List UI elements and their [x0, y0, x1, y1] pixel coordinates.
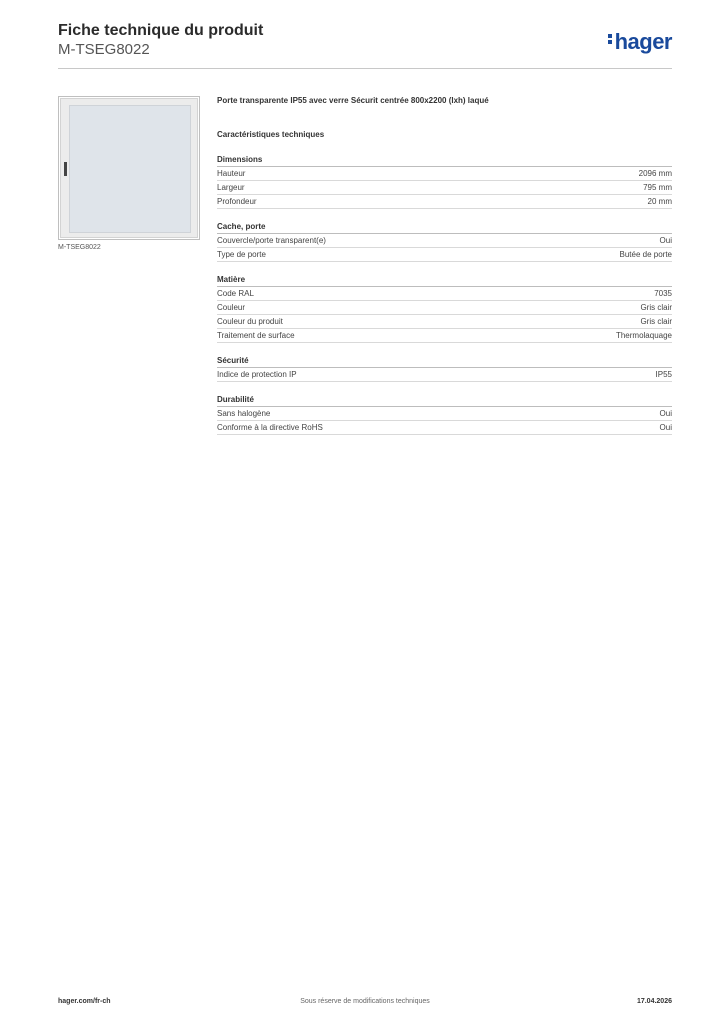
spec-label: Type de porte	[217, 250, 266, 259]
spec-value: 20 mm	[647, 197, 672, 206]
spec-row	[217, 301, 672, 315]
page-title: Fiche technique du produit	[58, 22, 264, 39]
spec-label: Code RAL	[217, 289, 254, 298]
spec-label: Traitement de surface	[217, 331, 295, 340]
spec-value: Oui	[659, 236, 672, 245]
header-divider	[58, 68, 672, 69]
spec-value: Thermolaquage	[615, 331, 672, 340]
logo-dots-icon	[608, 32, 613, 46]
spec-group-title: Sécurité	[217, 356, 672, 368]
spec-group	[217, 356, 672, 382]
spec-content	[217, 96, 672, 435]
spec-row	[217, 407, 672, 421]
spec-label: Hauteur	[217, 169, 246, 178]
spec-group-title: Dimensions	[217, 155, 672, 167]
spec-row	[217, 421, 672, 435]
spec-group	[217, 222, 672, 262]
spec-row	[217, 181, 672, 195]
product-image	[58, 96, 200, 240]
spec-label: Largeur	[217, 183, 245, 192]
spec-group-title: Cache, porte	[217, 222, 672, 234]
door-frame-illustration	[60, 98, 198, 238]
spec-group	[217, 155, 672, 209]
spec-value: Gris clair	[640, 317, 672, 326]
spec-label: Sans halogène	[217, 409, 271, 418]
spec-label: Couleur du produit	[217, 317, 283, 326]
spec-group	[217, 395, 672, 435]
spec-row	[217, 167, 672, 181]
product-reference: M-TSEG8022	[58, 41, 150, 58]
spec-value: IP55	[655, 370, 672, 379]
hager-logo	[608, 29, 672, 55]
spec-row	[217, 195, 672, 209]
door-handle-icon	[64, 162, 67, 176]
spec-row	[217, 248, 672, 262]
door-glass-panel	[69, 105, 191, 233]
spec-value: Gris clair	[640, 303, 672, 312]
spec-value: 2096 mm	[638, 169, 672, 178]
spec-label: Indice de protection IP	[217, 370, 297, 379]
spec-row	[217, 287, 672, 301]
product-description: Porte transparente IP55 avec verre Sécurit centrée 800x2200 (lxh) laqué	[217, 96, 489, 105]
spec-value: Oui	[659, 409, 672, 418]
spec-value: 795 mm	[643, 183, 672, 192]
spec-value: Oui	[659, 423, 672, 432]
characteristics-title: Caractéristiques techniques	[217, 130, 325, 139]
spec-row	[217, 234, 672, 248]
logo-text: hager	[614, 29, 672, 54]
spec-group	[217, 275, 672, 343]
spec-label: Conforme à la directive RoHS	[217, 423, 323, 432]
footer-date: 17.04.2026	[636, 998, 672, 1005]
image-caption: M-TSEG8022	[58, 244, 101, 251]
footer-notice: Sous réserve de modifications techniques	[300, 998, 430, 1005]
spec-row	[217, 329, 672, 343]
spec-label: Couleur	[217, 303, 246, 312]
page-footer	[58, 998, 672, 1010]
page-header	[58, 21, 672, 69]
footer-website: hager.com/fr-ch	[58, 998, 111, 1005]
spec-group-title: Matière	[217, 275, 672, 287]
spec-row	[217, 368, 672, 382]
spec-value: 7035	[654, 289, 672, 298]
spec-label: Profondeur	[217, 197, 257, 206]
spec-value: Butée de porte	[619, 250, 672, 259]
spec-label: Couvercle/porte transparent(e)	[217, 236, 326, 245]
spec-row	[217, 315, 672, 329]
spec-groups	[217, 155, 672, 435]
spec-group-title: Durabilité	[217, 395, 672, 407]
